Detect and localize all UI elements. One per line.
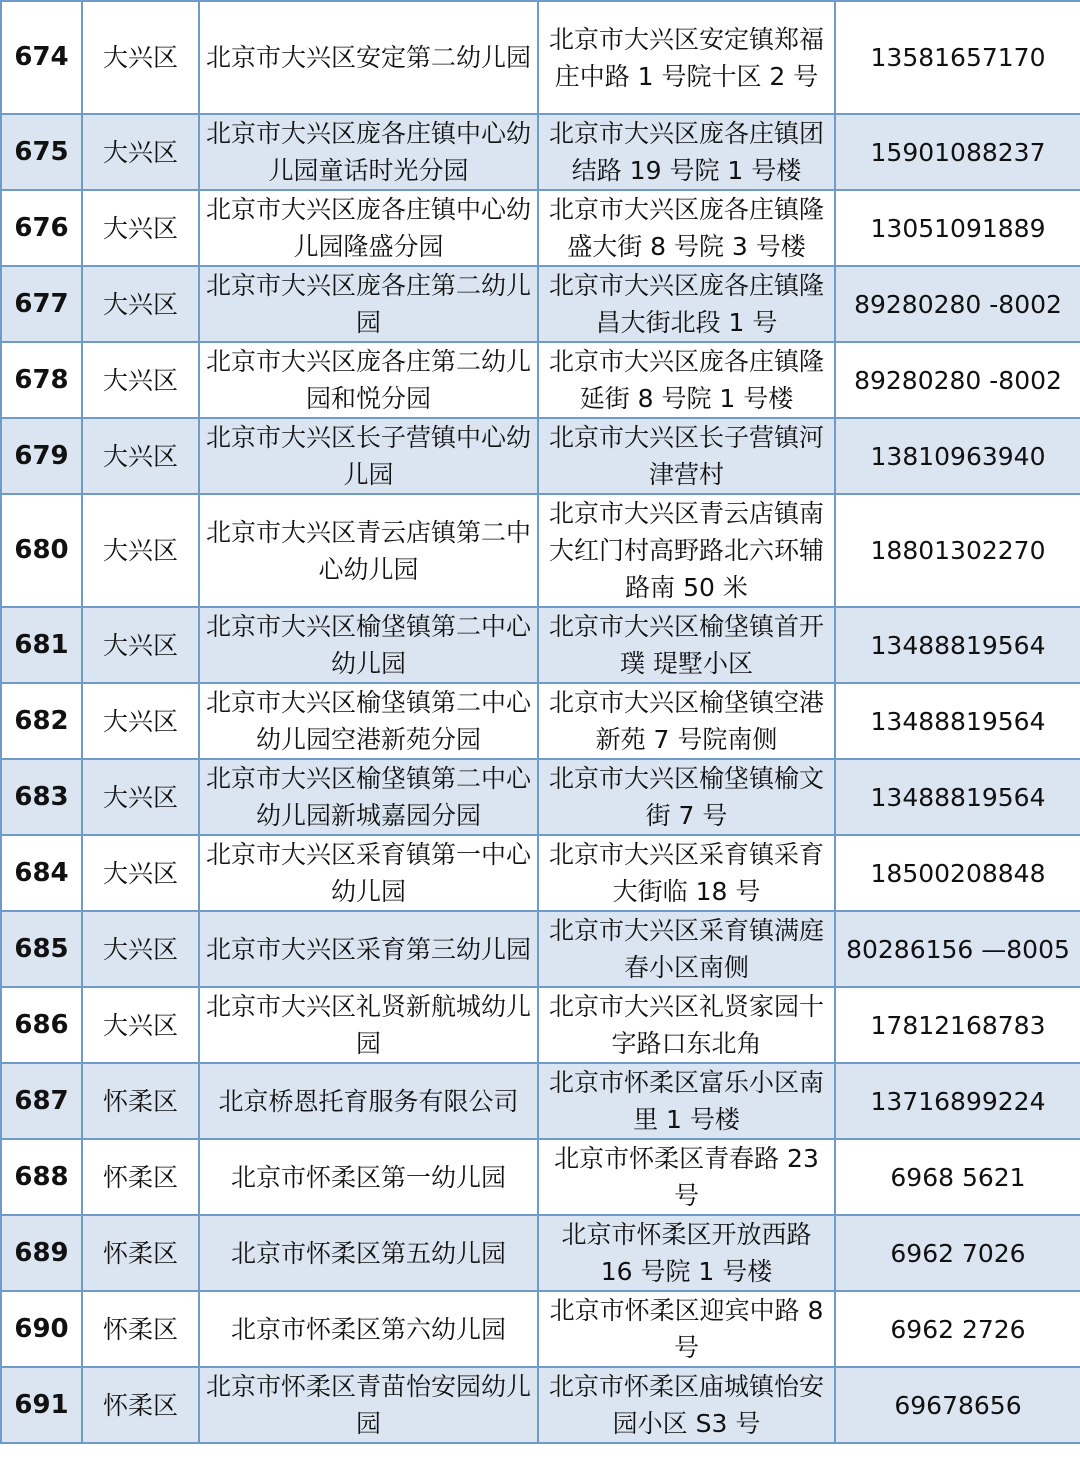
row-number: 690 — [1, 1291, 82, 1367]
district: 怀柔区 — [82, 1063, 199, 1139]
row-number: 689 — [1, 1215, 82, 1291]
district: 怀柔区 — [82, 1215, 199, 1291]
table-row — [1, 1291, 1080, 1367]
address: 北京市大兴区长子营镇河津营村 — [538, 418, 835, 494]
kindergarten-name: 北京市大兴区庞各庄镇中心幼 儿园童话时光分园 — [199, 114, 538, 190]
address: 北京市大兴区榆垡镇榆文街 7 号 — [538, 759, 835, 835]
phone: 69678656 — [835, 1367, 1080, 1443]
phone: 13581657170 — [835, 1, 1080, 114]
address: 北京市大兴区采育镇采育大街临 18 号 — [538, 835, 835, 911]
kindergarten-name: 北京市大兴区青云店镇第二中 心幼儿园 — [199, 494, 538, 607]
kindergarten-name: 北京市怀柔区青苗怡安园幼儿 园 — [199, 1367, 538, 1443]
kindergarten-name: 北京市大兴区礼贤新航城幼儿 园 — [199, 987, 538, 1063]
kindergarten-name: 北京市大兴区榆垡镇第二中心 幼儿园空港新苑分园 — [199, 683, 538, 759]
table-row — [1, 835, 1080, 911]
row-number: 684 — [1, 835, 82, 911]
row-number: 677 — [1, 266, 82, 342]
district: 怀柔区 — [82, 1139, 199, 1215]
address: 北京市大兴区榆垡镇空港新苑 7 号院南侧 — [538, 683, 835, 759]
table-row — [1, 607, 1080, 683]
phone: 6962 7026 — [835, 1215, 1080, 1291]
row-number: 688 — [1, 1139, 82, 1215]
district: 大兴区 — [82, 911, 199, 987]
address: 北京市怀柔区庙城镇怡安园小区 S3 号 — [538, 1367, 835, 1443]
district: 大兴区 — [82, 835, 199, 911]
address: 北京市大兴区庞各庄镇隆昌大街北段 1 号 — [538, 266, 835, 342]
kindergarten-name: 北京市怀柔区第六幼儿园 — [199, 1291, 538, 1367]
phone: 13716899224 — [835, 1063, 1080, 1139]
phone: 17812168783 — [835, 987, 1080, 1063]
address: 北京市大兴区青云店镇南大红门村高野路北六环辅 路南 50 米 — [538, 494, 835, 607]
address: 北京市大兴区榆垡镇首开璞 瑅墅小区 — [538, 607, 835, 683]
table-row — [1, 1063, 1080, 1139]
district: 怀柔区 — [82, 1367, 199, 1443]
table-row — [1, 342, 1080, 418]
address: 北京市大兴区庞各庄镇团结路 19 号院 1 号楼 — [538, 114, 835, 190]
district: 怀柔区 — [82, 1291, 199, 1367]
row-number: 683 — [1, 759, 82, 835]
row-number: 691 — [1, 1367, 82, 1443]
row-number: 681 — [1, 607, 82, 683]
address: 北京市怀柔区富乐小区南里 1 号楼 — [538, 1063, 835, 1139]
kindergarten-name: 北京市大兴区安定第二幼儿园 — [199, 1, 538, 114]
row-number: 682 — [1, 683, 82, 759]
district: 大兴区 — [82, 1, 199, 114]
kindergarten-name: 北京市大兴区庞各庄镇中心幼 儿园隆盛分园 — [199, 190, 538, 266]
table-row — [1, 683, 1080, 759]
address: 北京市大兴区采育镇满庭春小区南侧 — [538, 911, 835, 987]
row-number: 680 — [1, 494, 82, 607]
phone: 15901088237 — [835, 114, 1080, 190]
kindergarten-name: 北京市大兴区采育第三幼儿园 — [199, 911, 538, 987]
kindergarten-name: 北京市大兴区采育镇第一中心 幼儿园 — [199, 835, 538, 911]
row-number: 674 — [1, 1, 82, 114]
row-number: 686 — [1, 987, 82, 1063]
district: 大兴区 — [82, 987, 199, 1063]
table-row — [1, 1367, 1080, 1443]
address: 北京市大兴区庞各庄镇隆延街 8 号院 1 号楼 — [538, 342, 835, 418]
table-row — [1, 759, 1080, 835]
kindergarten-name: 北京市怀柔区第一幼儿园 — [199, 1139, 538, 1215]
district: 大兴区 — [82, 607, 199, 683]
phone: 18801302270 — [835, 494, 1080, 607]
address: 北京市怀柔区青春路 23 号 — [538, 1139, 835, 1215]
kindergarten-name: 北京市大兴区榆垡镇第二中心 幼儿园 — [199, 607, 538, 683]
table-row — [1, 494, 1080, 607]
table-row — [1, 190, 1080, 266]
phone: 13488819564 — [835, 683, 1080, 759]
table-row — [1, 266, 1080, 342]
kindergarten-name: 北京市大兴区榆垡镇第二中心 幼儿园新城嘉园分园 — [199, 759, 538, 835]
kindergarten-name: 北京市大兴区庞各庄第二幼儿 园和悦分园 — [199, 342, 538, 418]
kindergarten-name: 北京市怀柔区第五幼儿园 — [199, 1215, 538, 1291]
table-row — [1, 911, 1080, 987]
district: 大兴区 — [82, 114, 199, 190]
district: 大兴区 — [82, 418, 199, 494]
address: 北京市怀柔区开放西路 16 号院 1 号楼 — [538, 1215, 835, 1291]
district: 大兴区 — [82, 683, 199, 759]
district: 大兴区 — [82, 190, 199, 266]
district: 大兴区 — [82, 494, 199, 607]
phone: 13488819564 — [835, 759, 1080, 835]
table-row — [1, 418, 1080, 494]
table-row — [1, 1139, 1080, 1215]
row-number: 678 — [1, 342, 82, 418]
address: 北京市大兴区庞各庄镇隆盛大街 8 号院 3 号楼 — [538, 190, 835, 266]
phone: 6962 2726 — [835, 1291, 1080, 1367]
district: 大兴区 — [82, 342, 199, 418]
phone: 6968 5621 — [835, 1139, 1080, 1215]
phone: 13051091889 — [835, 190, 1080, 266]
phone: 13488819564 — [835, 607, 1080, 683]
phone: 80286156 —8005 — [835, 911, 1080, 987]
row-number: 685 — [1, 911, 82, 987]
table-row — [1, 1215, 1080, 1291]
table-row — [1, 987, 1080, 1063]
district: 大兴区 — [82, 266, 199, 342]
row-number: 679 — [1, 418, 82, 494]
table-row — [1, 114, 1080, 190]
row-number: 676 — [1, 190, 82, 266]
district: 大兴区 — [82, 759, 199, 835]
phone: 89280280 -8002 — [835, 266, 1080, 342]
address: 北京市怀柔区迎宾中路 8 号 — [538, 1291, 835, 1367]
phone: 13810963940 — [835, 418, 1080, 494]
address: 北京市大兴区安定镇郑福庄中路 1 号院十区 2 号 — [538, 1, 835, 114]
phone: 18500208848 — [835, 835, 1080, 911]
address: 北京市大兴区礼贤家园十字路口东北角 — [538, 987, 835, 1063]
phone: 89280280 -8002 — [835, 342, 1080, 418]
kindergarten-name: 北京桥恩托育服务有限公司 — [199, 1063, 538, 1139]
row-number: 687 — [1, 1063, 82, 1139]
kindergarten-name: 北京市大兴区庞各庄第二幼儿 园 — [199, 266, 538, 342]
table-row — [1, 1, 1080, 114]
row-number: 675 — [1, 114, 82, 190]
kindergarten-name: 北京市大兴区长子营镇中心幼 儿园 — [199, 418, 538, 494]
